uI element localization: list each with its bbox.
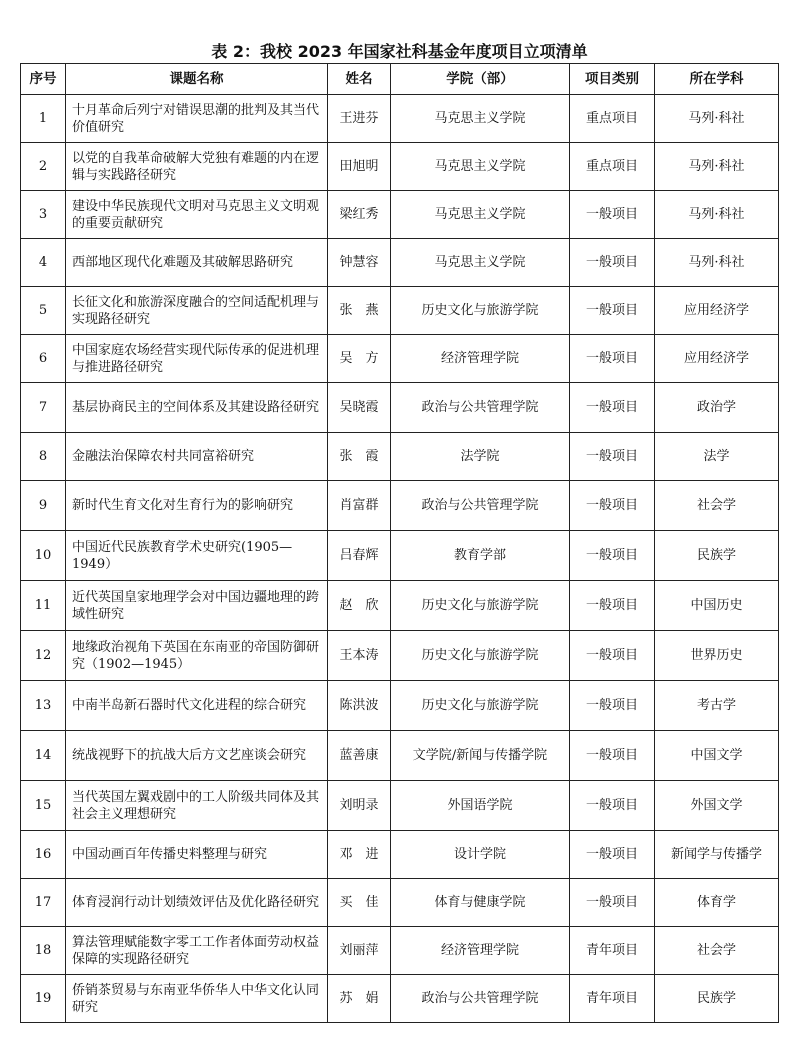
cell-no: 9 [21, 481, 66, 531]
cell-discipline: 社会学 [655, 481, 779, 531]
cell-name: 吴 方 [328, 335, 391, 383]
cell-name: 刘明录 [328, 781, 391, 831]
cell-no: 15 [21, 781, 66, 831]
table-row [21, 383, 779, 433]
cell-topic: 以党的自我革命破解大党独有难题的内在逻辑与实践路径研究 [66, 143, 328, 191]
cell-category: 一般项目 [570, 481, 655, 531]
cell-college: 设计学院 [391, 831, 570, 879]
cell-no: 4 [21, 239, 66, 287]
cell-discipline: 马列·科社 [655, 143, 779, 191]
table-row [21, 879, 779, 927]
cell-category: 一般项目 [570, 191, 655, 239]
cell-category: 一般项目 [570, 239, 655, 287]
cell-topic: 侨销茶贸易与东南亚华侨华人中华文化认同研究 [66, 975, 328, 1023]
cell-discipline: 民族学 [655, 531, 779, 581]
cell-name: 陈洪波 [328, 681, 391, 731]
cell-discipline: 中国文学 [655, 731, 779, 781]
cell-no: 11 [21, 581, 66, 631]
table-header-row [21, 64, 779, 95]
cell-no: 13 [21, 681, 66, 731]
project-table [20, 63, 779, 1023]
cell-college: 政治与公共管理学院 [391, 383, 570, 433]
header-college: 学院（部） [391, 64, 570, 95]
cell-name: 田旭明 [328, 143, 391, 191]
table-row [21, 781, 779, 831]
table-body [21, 95, 779, 1023]
cell-college: 马克思主义学院 [391, 239, 570, 287]
cell-category: 青年项目 [570, 927, 655, 975]
table-title: 表 2：我校 2023 年国家社科基金年度项目立项清单 [211, 42, 588, 61]
cell-name: 买 佳 [328, 879, 391, 927]
cell-category: 一般项目 [570, 287, 655, 335]
cell-category: 一般项目 [570, 335, 655, 383]
cell-no: 3 [21, 191, 66, 239]
table-row [21, 481, 779, 531]
cell-category: 一般项目 [570, 731, 655, 781]
cell-discipline: 马列·科社 [655, 95, 779, 143]
cell-discipline: 马列·科社 [655, 191, 779, 239]
cell-category: 一般项目 [570, 531, 655, 581]
cell-name: 梁红秀 [328, 191, 391, 239]
cell-topic: 统战视野下的抗战大后方文艺座谈会研究 [66, 731, 328, 781]
cell-topic: 算法管理赋能数字零工工作者体面劳动权益保障的实现路径研究 [66, 927, 328, 975]
cell-name: 蓝善康 [328, 731, 391, 781]
header-category: 项目类别 [570, 64, 655, 95]
cell-discipline: 体育学 [655, 879, 779, 927]
header-discipline: 所在学科 [655, 64, 779, 95]
cell-name: 张 燕 [328, 287, 391, 335]
cell-college: 外国语学院 [391, 781, 570, 831]
cell-category: 一般项目 [570, 383, 655, 433]
cell-college: 历史文化与旅游学院 [391, 631, 570, 681]
table-row [21, 631, 779, 681]
table-row [21, 239, 779, 287]
cell-no: 14 [21, 731, 66, 781]
cell-college: 历史文化与旅游学院 [391, 581, 570, 631]
cell-no: 8 [21, 433, 66, 481]
cell-no: 12 [21, 631, 66, 681]
cell-topic: 十月革命后列宁对错误思潮的批判及其当代价值研究 [66, 95, 328, 143]
cell-category: 一般项目 [570, 879, 655, 927]
cell-category: 一般项目 [570, 831, 655, 879]
cell-category: 一般项目 [570, 631, 655, 681]
cell-discipline: 世界历史 [655, 631, 779, 681]
cell-name: 邓 进 [328, 831, 391, 879]
cell-topic: 长征文化和旅游深度融合的空间适配机理与实现路径研究 [66, 287, 328, 335]
cell-topic: 当代英国左翼戏剧中的工人阶级共同体及其社会主义理想研究 [66, 781, 328, 831]
cell-name: 钟慧容 [328, 239, 391, 287]
cell-category: 一般项目 [570, 433, 655, 481]
cell-category: 一般项目 [570, 581, 655, 631]
table-row [21, 927, 779, 975]
cell-discipline: 社会学 [655, 927, 779, 975]
cell-topic: 新时代生育文化对生育行为的影响研究 [66, 481, 328, 531]
cell-topic: 基层协商民主的空间体系及其建设路径研究 [66, 383, 328, 433]
cell-name: 吕春辉 [328, 531, 391, 581]
cell-college: 法学院 [391, 433, 570, 481]
cell-category: 重点项目 [570, 143, 655, 191]
cell-college: 教育学部 [391, 531, 570, 581]
cell-college: 经济管理学院 [391, 927, 570, 975]
cell-college: 文学院/新闻与传播学院 [391, 731, 570, 781]
cell-name: 赵 欣 [328, 581, 391, 631]
table-row [21, 831, 779, 879]
cell-name: 王进芬 [328, 95, 391, 143]
table-row [21, 95, 779, 143]
cell-topic: 中南半岛新石器时代文化进程的综合研究 [66, 681, 328, 731]
header-no: 序号 [21, 64, 66, 95]
cell-college: 经济管理学院 [391, 335, 570, 383]
table-row [21, 581, 779, 631]
cell-name: 张 霞 [328, 433, 391, 481]
cell-category: 一般项目 [570, 781, 655, 831]
cell-discipline: 政治学 [655, 383, 779, 433]
cell-topic: 中国近代民族教育学术史研究(1905—1949） [66, 531, 328, 581]
cell-college: 政治与公共管理学院 [391, 481, 570, 531]
cell-name: 刘丽萍 [328, 927, 391, 975]
cell-topic: 西部地区现代化难题及其破解思路研究 [66, 239, 328, 287]
cell-name: 苏 娟 [328, 975, 391, 1023]
table-row [21, 531, 779, 581]
cell-discipline: 法学 [655, 433, 779, 481]
table-row [21, 287, 779, 335]
cell-discipline: 新闻学与传播学 [655, 831, 779, 879]
cell-college: 政治与公共管理学院 [391, 975, 570, 1023]
header-name: 姓名 [328, 64, 391, 95]
table-row [21, 975, 779, 1023]
table-row [21, 731, 779, 781]
cell-topic: 地缘政治视角下英国在东南亚的帝国防御研究（1902—1945） [66, 631, 328, 681]
table-row [21, 191, 779, 239]
cell-college: 历史文化与旅游学院 [391, 681, 570, 731]
cell-category: 重点项目 [570, 95, 655, 143]
cell-discipline: 中国历史 [655, 581, 779, 631]
cell-no: 5 [21, 287, 66, 335]
cell-no: 17 [21, 879, 66, 927]
cell-category: 青年项目 [570, 975, 655, 1023]
cell-no: 16 [21, 831, 66, 879]
cell-discipline: 马列·科社 [655, 239, 779, 287]
table-row [21, 681, 779, 731]
cell-topic: 金融法治保障农村共同富裕研究 [66, 433, 328, 481]
cell-college: 历史文化与旅游学院 [391, 287, 570, 335]
cell-college: 马克思主义学院 [391, 143, 570, 191]
cell-topic: 体育浸润行动计划绩效评估及优化路径研究 [66, 879, 328, 927]
cell-topic: 建设中华民族现代文明对马克思主义文明观的重要贡献研究 [66, 191, 328, 239]
header-topic: 课题名称 [66, 64, 328, 95]
cell-name: 吴晓霞 [328, 383, 391, 433]
cell-topic: 中国动画百年传播史料整理与研究 [66, 831, 328, 879]
cell-college: 体育与健康学院 [391, 879, 570, 927]
cell-no: 10 [21, 531, 66, 581]
cell-name: 王本涛 [328, 631, 391, 681]
cell-discipline: 应用经济学 [655, 287, 779, 335]
cell-category: 一般项目 [570, 681, 655, 731]
cell-discipline: 考古学 [655, 681, 779, 731]
cell-topic: 中国家庭农场经营实现代际传承的促进机理与推进路径研究 [66, 335, 328, 383]
cell-no: 19 [21, 975, 66, 1023]
cell-college: 马克思主义学院 [391, 95, 570, 143]
table-row [21, 335, 779, 383]
cell-college: 马克思主义学院 [391, 191, 570, 239]
cell-discipline: 应用经济学 [655, 335, 779, 383]
cell-name: 肖富群 [328, 481, 391, 531]
table-row [21, 433, 779, 481]
cell-no: 7 [21, 383, 66, 433]
cell-no: 6 [21, 335, 66, 383]
cell-no: 1 [21, 95, 66, 143]
cell-topic: 近代英国皇家地理学会对中国边疆地理的跨域性研究 [66, 581, 328, 631]
cell-discipline: 外国文学 [655, 781, 779, 831]
cell-no: 18 [21, 927, 66, 975]
table-row [21, 143, 779, 191]
cell-discipline: 民族学 [655, 975, 779, 1023]
cell-no: 2 [21, 143, 66, 191]
